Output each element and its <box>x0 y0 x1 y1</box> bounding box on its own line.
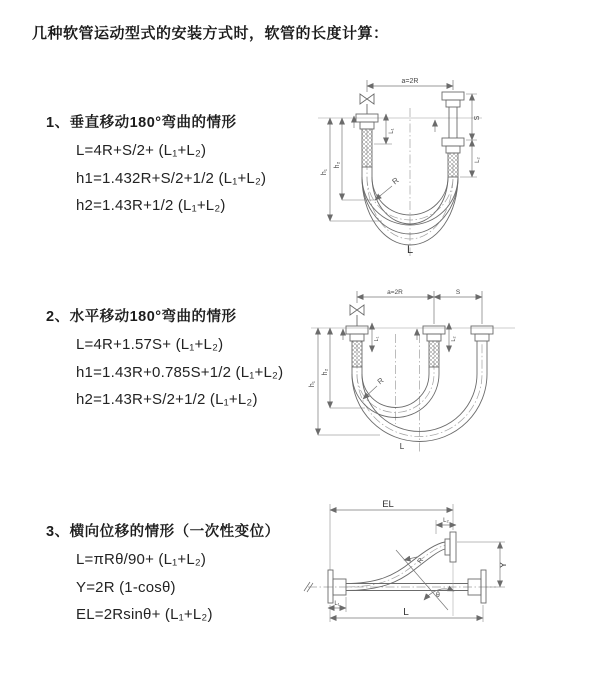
formula-l: L=4R+S/2+ (L₁+L₂) <box>76 142 207 159</box>
dim-label-l-total: L <box>406 244 414 256</box>
braided-hose-section <box>429 341 439 367</box>
braided-hose-section <box>448 153 458 177</box>
dim-label-s: S <box>455 289 461 296</box>
dim-label-l2: L₂ <box>443 518 449 524</box>
section-horizontal-180 <box>46 304 283 414</box>
dim-label-h1: h₁ <box>309 380 316 388</box>
dim-label-l1: L₁ <box>374 336 380 342</box>
dim-label-h2: h₂ <box>322 368 329 376</box>
flange-plate <box>481 570 486 603</box>
centerlines <box>357 334 482 452</box>
formula-l: L=πRθ/90+ (L₁+L₂) <box>76 551 207 568</box>
diagram-lateral-displacement <box>300 498 600 653</box>
hose-assembly <box>304 532 486 603</box>
dimension-lines <box>318 291 482 435</box>
dim-label-l1: L₁ <box>389 128 395 134</box>
section-3-heading: 3、横向位移的情形（一次性变位） <box>46 524 280 540</box>
dim-label-l2: L₂ <box>451 336 457 342</box>
dim-label-l2: L₂ <box>475 157 481 163</box>
dim-label-r: R <box>390 175 401 187</box>
section-1-heading: 1、垂直移动180°弯曲的情形 <box>46 115 237 131</box>
dim-label-l-total: L <box>403 607 409 618</box>
formula-el: EL=2Rsinθ+ (L₁+L₂) <box>76 606 213 623</box>
flange-nut <box>442 92 464 100</box>
dim-label-a2r: a=2R <box>401 78 419 85</box>
dim-label-theta: θ <box>436 592 440 599</box>
dim-label-s: S <box>474 115 481 121</box>
flange-plate <box>328 570 333 603</box>
valve-icon <box>360 94 374 114</box>
formula-l: L=4R+1.57S+ (L₁+L₂) <box>76 336 224 353</box>
section-vertical-180 <box>46 110 266 220</box>
dim-label-r: R <box>416 556 426 566</box>
diagram-vertical-180-bend <box>310 70 600 265</box>
dim-label-l-total: L <box>399 442 405 451</box>
diagram-horizontal-180-bend <box>305 282 600 462</box>
flange-plate <box>450 532 456 562</box>
dim-label-a2r: a=2R <box>387 289 403 296</box>
braided-hose-section <box>362 129 372 167</box>
hose-assembly <box>311 305 515 442</box>
dim-label-h1: h₁ <box>321 168 328 176</box>
dim-label-l1: L₁ <box>334 601 340 607</box>
formula-h1: h1=1.432R+S/2+1/2 (L₁+L₂) <box>76 169 267 187</box>
section-2-heading: 2、水平移动180°弯曲的情形 <box>46 309 237 325</box>
valve-icon <box>350 305 364 326</box>
dim-label-r: R <box>375 375 386 387</box>
page-title: 几种软管运动型式的安装方式时，软管的长度计算： <box>32 25 389 42</box>
braided-hose-section <box>352 341 362 367</box>
formula-h2: h2=1.43R+1/2 (L₁+L₂) <box>76 197 226 214</box>
dim-label-el: EL <box>382 499 394 510</box>
formula-h1: h1=1.43R+0.785S+1/2 (L₁+L₂) <box>76 363 284 381</box>
section-lateral-displacement <box>46 519 280 629</box>
formula-y: Y=2R (1-cosθ) <box>76 578 176 596</box>
dim-label-y: Y <box>498 562 508 568</box>
dimension-lines <box>328 504 505 622</box>
formula-h2: h2=1.43R+S/2+1/2 (L₁+L₂) <box>76 391 258 408</box>
hose-assembly <box>318 92 482 245</box>
dim-label-h2: h₂ <box>334 161 341 169</box>
